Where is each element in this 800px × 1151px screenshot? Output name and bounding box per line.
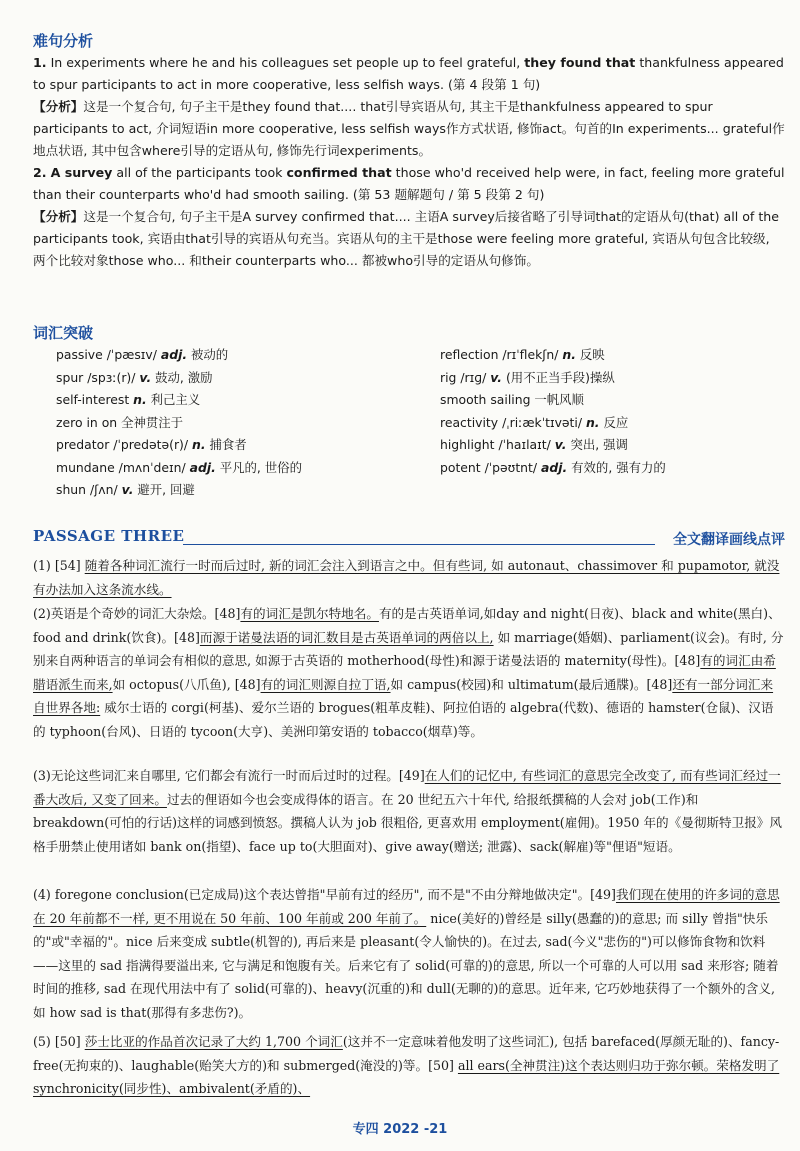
vocab-entry: rig /rɪɡ/ v. (用不正当手段)操纵 [440,369,615,385]
translation-paragraph-5: (5) [50] 莎士比亚的作品首次记录了大约 1,700 个词汇(这并不一定意味着他发明了这些词汇), 包括 barefaced(厚颜无耻的)、fancy-free(无拘束的)、laughable(贻笑大方的)和 submerged(淹没的)等。[50] all ears(全神贯注)这个表达则归功于弥尔顿。荣格发明了 synchronicity(同步性)、ambivalent(矛盾的)、 [33,1034,780,1097]
underlined-text: 还有一部分词汇来自世界各地: [33,676,774,716]
analysis-text: 这是一个复合句, 句子主干是they found that.... that引导宾语从句, 其主干是thankfulness appeared to spur participants to act, 介词短语in more cooperative, less selfish ways作方式状语, 修饰act。句首的In experiments... grateful作地点状语, 其中包含where引导的定语从句, 修饰先行词experiments。 [33,99,785,158]
underlined-text: 而源于诺曼法语的词汇数目是古英语单词的两倍以上, [199,629,494,645]
analysis-item-2 [33,162,785,272]
header-rule [183,544,655,545]
sentence-part: those who'd received help were, in fact, feeling more grateful than their counterparts who'd had smooth sailing. [33,165,785,202]
vocab-entry: predator /ˈpredətə(r)/ n. 捕食者 [56,437,247,452]
analysis-label: 【分析】 [33,209,84,224]
vocab-entry: shun /ʃʌn/ v. 避开, 回避 [56,482,195,497]
passage-header [33,527,785,551]
vocab-entry: smooth sailing 一帆风顺 [440,392,584,407]
underlined-text: 我们现在使用的许多词的意思在 20 年前都不一样, 更不用说在 50 年前、100 年前或 200 年前了。 [33,887,780,926]
item-number: 1. [33,55,47,70]
vocab-entry: reactivity /ˌriːækˈtɪvəti/ n. 反应 [440,414,629,430]
translation-paragraph-3: (3)无论这些词汇来自哪里, 它们都会有流行一时而后过时的过程。[49]在人们的记忆中, 有些词汇的意思完全改变了, 而有些词汇经过一番大改后, 又变了回来。过去的俚语如今也会变成得体的语言。在 20 世纪五六十年代, 给报纸撰稿的人会对 job(工作)和 breakdown(可怕的行话)这样的词感到愤怒。撰稿人认为 job 很粗俗, 更喜欢用 employment(雇佣)。1950 年的《曼彻斯特卫报》风格手册禁止使用诸如 bank on(指望)、face up to(大胆面对)、give away(赠送; 泄露)、sack(解雇)等"俚语"短语。 [33,768,782,854]
translation-paragraph-2: (2)英语是个奇妙的词汇大杂烩。[48]有的词汇是凯尔特地名。有的是古英语单词,如day and night(日夜)、black and white(黑白)、food and drink(饮食)。[48]而源于诺曼法语的词汇数目是古英语单词的两倍以上, 如 marriage(婚姻)、parliament(议会)。有时, 分别来自两种语言的单词会有相似的意思, 如源于古英语的 motherhood(母性)和源于诺曼法语的 maternity(母性)。[48]有的词汇由希腊语派生而来,如 octopus(八爪鱼), [48]有的词汇则源自拉丁语,如 campus(校园)和 ultimatum(最后通牒)。[48]还有一部分词汇来自世界各地: 威尔士语的 corgi(柯基)、爱尔兰语的 brogues(粗革皮鞋)、阿拉伯语的 algebra(代数)、德语的 hamster(仓鼠)、汉语的 typhoon(台风)、日语的 tycoon(大亨)、美洲印第安语的 tobacco(烟草)等。 [33,606,784,739]
sentence-bold: A survey [50,165,113,180]
sentence-bold: confirmed that [286,165,392,180]
item-number: 2. [33,165,47,180]
sentence-bold: they found that [524,55,636,70]
vocab-entry: spur /spɜː(r)/ v. 鼓动, 激励 [56,369,213,385]
underlined-text: 随着各种词汇流行一时而后过时, 新的词汇会注入到语言之中。但有些词, 如 autonaut、chassimover 和 pupamotor, 就没有办法加入这条流水线。 [33,558,780,597]
sentence-part: thankfulness appeared to spur participants to act in more cooperative, less selfish ways. [33,55,784,92]
sentence-part: all of the participants took [112,165,287,180]
vocab-entry: potent /ˈpəʊtnt/ adj. 有效的, 强有力的 [440,459,666,475]
passage-title: PASSAGE THREE [33,527,185,545]
vocabulary-section-title: 词汇突破 [33,324,94,342]
vocab-list-right [440,344,666,479]
sentence-source: (第 4 段第 1 句) [447,77,541,92]
underlined-text: 有的词汇由希腊语派生而来, [33,653,776,692]
underlined-text: 莎士比亚的作品首次记录了大约 1,700 个词汇 [84,1034,343,1049]
page-footer: 专四 2022 -21 [352,1122,448,1137]
analysis-text: 这是一个复合句, 句子主干是A survey confirmed that.... 主语A survey后接省略了引导词that的定语从句(that) all of the participants took, 宾语由that引导的宾语从句充当。宾语从句的主干是those were feeling more grateful, 宾语从句包含比较级, 两个比较对象those who... 和their counterparts who... 都被who引导的定语从句修饰。 [33,209,780,268]
vocab-entry: highlight /ˈhaɪlaɪt/ v. 突出, 强调 [440,437,628,452]
vocab-list-left [56,344,302,502]
underlined-text: all ears(全神贯注)这个表达则归功于弥尔顿。荣格发明了 synchronicity(同步性)、ambivalent(矛盾的)、 [33,1057,780,1097]
underlined-text: 有的词汇是凯尔特地名。 [240,606,379,621]
underlined-text: 有的词汇则源自拉丁语, [260,676,391,692]
vocab-entry: reflection /rɪˈflekʃn/ n. 反映 [440,347,605,362]
sentence-source: (第 53 题解题句 / 第 5 段第 2 句) [352,187,545,202]
analysis-label: 【分析】 [33,99,84,114]
underlined-text: 在人们的记忆中, 有些词汇的意思完全改变了, 而有些词汇经过一番大改后, 又变了回来。 [33,768,781,807]
vocab-entry: zero in on 全神贯注于 [56,414,184,430]
vocab-entry: self-interest n. 利己主义 [56,392,201,407]
passage-subtitle: 全文翻译画线点评 [673,532,785,548]
analysis-item-1 [33,52,785,162]
translation-paragraph-1: (1) [54] 随着各种词汇流行一时而后过时, 新的词汇会注入到语言之中。但有些词, 如 autonaut、chassimover 和 pupamotor, 就没有办法加入这条流水线。 [33,558,780,597]
translation-paragraph-4: (4) foregone conclusion(已定成局)这个表达曾指"早前有过的经历", 而不是"不由分辩地做决定"。[49]我们现在使用的许多词的意思在 20 年前都不一样, 更不用说在 50 年前、100 年前或 200 年前了。 nice(美好的)曾经是 silly(愚蠢的)的意思; 而 silly 曾指"快乐的"或"幸福的"。nice 后来变成 subtle(机智的), 再后来是 pleasant(令人愉快的)。在过去, sad(今义"悲伤的")可以修饰食物和饮料——这里的 sad 指满得要溢出来, 它与满足和饱腹有关。后来它有了 solid(可靠的)的意思, 所以一个可靠的人可以用 sad 来形容; 随着时间的推移, sad 在现代用法中有了 solid(可靠的)、heavy(沉重的)和 dull(无聊的)的意思。近年来, 它巧妙地获得了一个额外的含义, 如 how sad is that(那得有多悲伤?)。 [33,887,780,1020]
sentence-part: In experiments where he and his colleagues set people up to feel grateful, [50,55,525,70]
vocab-entry: passive /ˈpæsɪv/ adj. 被动的 [56,347,229,362]
analysis-section-title: 难句分析 [33,32,94,50]
vocab-entry: mundane /mʌnˈdeɪn/ adj. 平凡的, 世俗的 [56,459,302,475]
